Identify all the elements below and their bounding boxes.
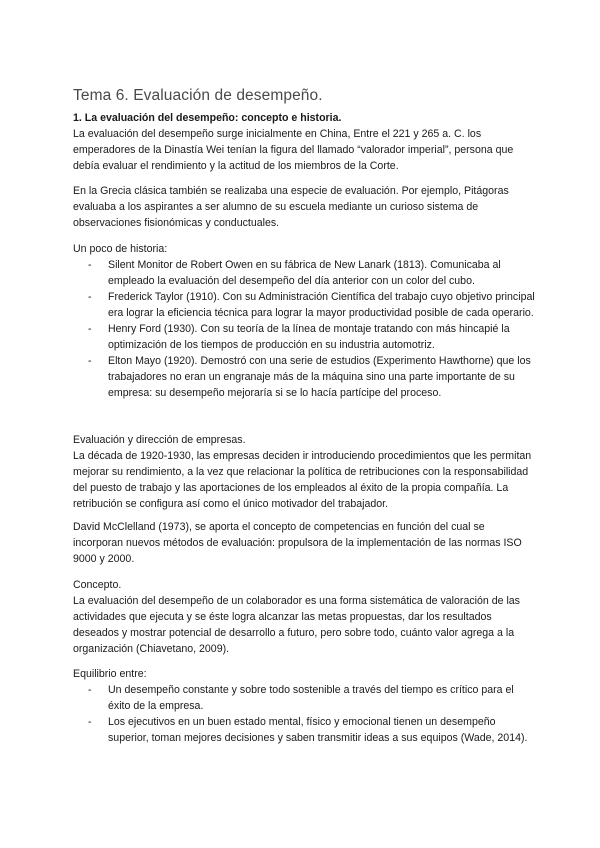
paragraph: La evaluación del desempeño de un colaborador es una forma sistemática de valoración de las actividades que ejecuta y se éste logra alcanzar las metas propuestas, dar los resultados deseados y mostrar potencial de desarrollo a futuro, pero sobre todo, cuánto valor agrega a la organización (Chiavetano, 2009). (73, 595, 520, 655)
section-history-intro (73, 110, 535, 174)
list-item: - Frederick Taylor (1910). Con su Administración Científica del trabajo cuyo objetivo principal era lograr la eficiencia técnica para lograr la mayor productividad posible de cada operario. (88, 291, 535, 319)
bullet-dash: - (88, 355, 92, 367)
history-list (73, 257, 535, 401)
page-title: Tema 6. Evaluación de desempeño. (73, 87, 323, 104)
list-item: - Henry Ford (1930). Con su teoría de la línea de montaje tratando con más hincapié la optimización de los tiempos de producción en su industria automotriz. (88, 323, 510, 351)
bullet-dash: - (88, 291, 92, 303)
list-item: - Elton Mayo (1920). Demostró con una serie de estudios (Experimento Hawthorne) que los trabajadores no eran un engranaje más de la máquina sino una parte importante de su empresa: su desempeño mejoraría si se lo hacía partícipe del proceso. (88, 355, 531, 399)
section-heading: Concepto. (73, 579, 122, 591)
paragraph: La evaluación del desempeño surge inicialmente en China, Entre el 221 y 265 a. C. los emperadores de la Dinastía Wei tenían la figura del llamado “valorador imperial”, persona que debía evaluar el rendimiento y la actitud de los miembros de la Corte. (73, 128, 514, 172)
list-item: - Un desempeño constante y sobre todo sostenible a través del tiempo es crítico para el éxito de la empresa. (88, 684, 514, 712)
balance-list (73, 682, 535, 746)
list-item: - Los ejecutivos en un buen estado mental, físico y emocional tienen un desempeño superior, toman mejores decisiones y saben transmitir ideas a sus equipos (Wade, 2014). (88, 716, 528, 744)
section-mcclelland (73, 519, 535, 567)
bullet-dash: - (88, 259, 92, 271)
section-business (73, 432, 535, 512)
paragraph: En la Grecia clásica también se realizaba una especie de evaluación. Por ejemplo, Pitágoras evaluaba a los aspirantes a ser alumno de su escuela mediante un curioso sistema de observaciones fisionómicas y conductuales. (73, 185, 509, 229)
section-heading: 1. La evaluación del desempeño: concepto e historia. (73, 112, 342, 124)
bullet-dash: - (88, 684, 92, 696)
section-heading: Un poco de historia: (73, 243, 168, 255)
section-history-list (73, 241, 535, 401)
section-greece (73, 183, 535, 231)
paragraph: David McClelland (1973), se aporta el concepto de competencias en función del cual se incorporan nuevos métodos de evaluación: propulsora de la implementación de las normas ISO 9000 y 2000. (73, 521, 522, 565)
bullet-dash: - (88, 323, 92, 335)
bullet-dash: - (88, 716, 92, 728)
section-heading: Evaluación y dirección de empresas. (73, 434, 246, 446)
section-heading: Equilibrio entre: (73, 668, 147, 680)
section-concept (73, 577, 535, 657)
paragraph: La década de 1920-1930, las empresas deciden ir introduciendo procedimientos que les permitan mejorar su rendimiento, a la vez que relacionar la política de retribuciones con la responsabilidad del puesto de trabajo y las aportaciones de los empleados al éxito de la propia compañía. La retribución se configura así como el único motivador del trabajador. (73, 450, 532, 510)
list-item: - Silent Monitor de Robert Owen en su fábrica de New Lanark (1813). Comunicaba al empleado la evaluación del desempeño del día anterior con un color del cubo. (88, 259, 501, 287)
section-balance (73, 666, 535, 746)
